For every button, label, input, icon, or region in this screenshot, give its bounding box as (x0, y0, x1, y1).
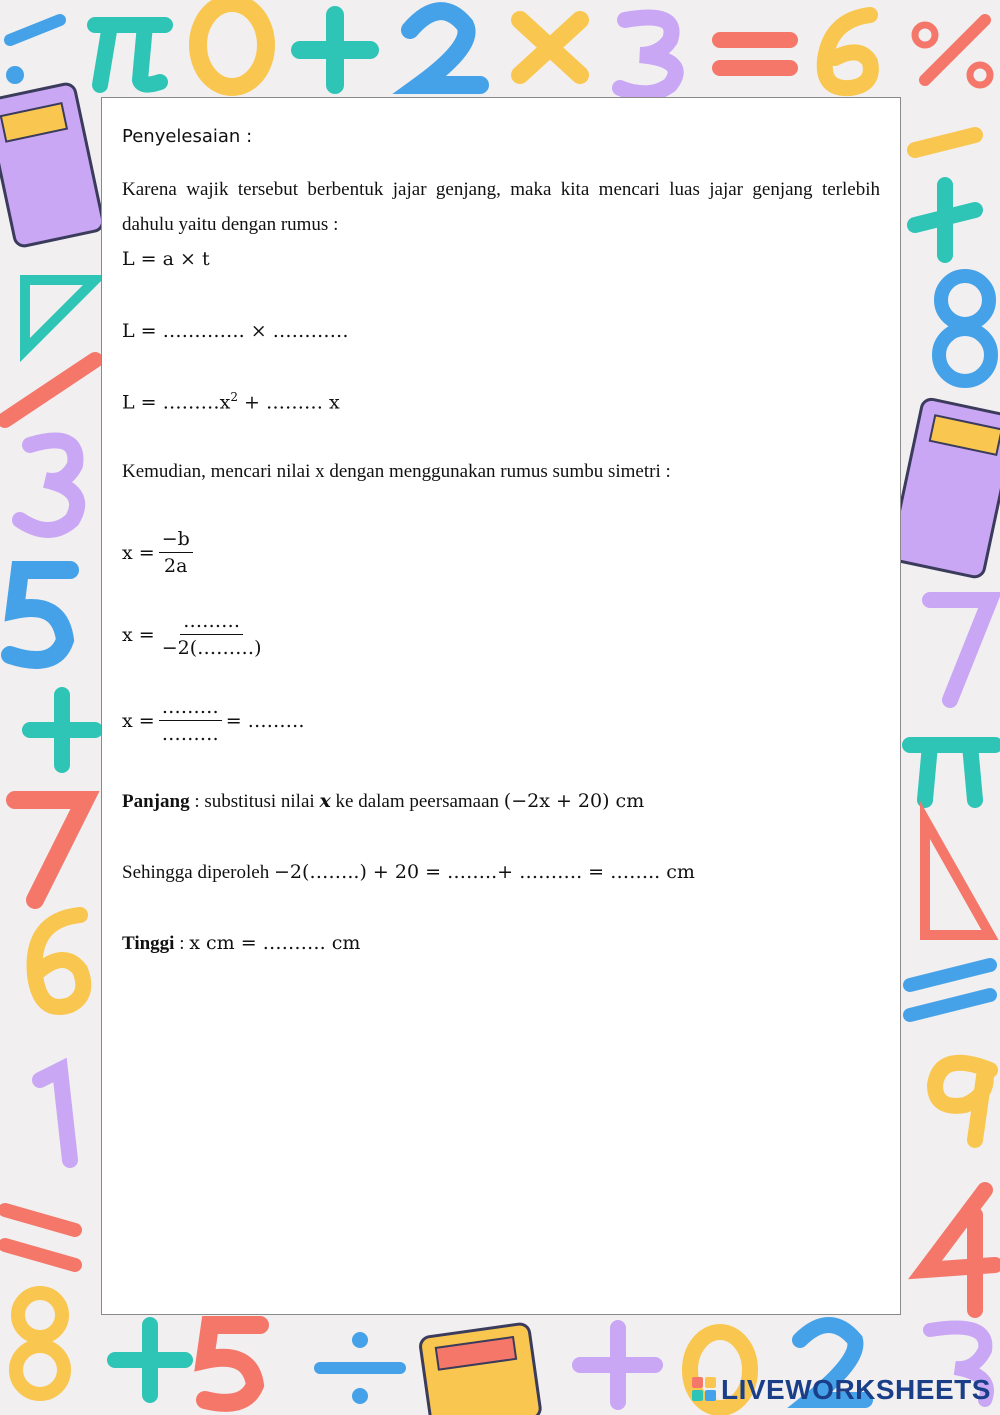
panjang-label: Panjang (122, 791, 190, 812)
panjang-variable: x (319, 790, 331, 812)
area-formula-expanded (122, 390, 340, 413)
intro-paragraph: Karena wajik tersebut berbentuk jajar genjang, maka kita mencari luas jajar genjang terlebih dahulu yaitu dengan rumus : (122, 179, 880, 235)
top-symbols-decoration (6, 3, 990, 93)
symmetry-formula-3-fraction (159, 696, 222, 745)
fraction-denominator: −2(………) (161, 637, 262, 659)
symmetry-formula-3-lhs: x = (122, 709, 155, 732)
fraction-denominator: ……… (161, 723, 219, 745)
sehingga-text: Sehingga diperoleh (122, 862, 274, 883)
area-expanded-right: + ……… x (237, 391, 340, 414)
fraction-numerator: −b (159, 528, 193, 553)
fraction-denominator: 2a (164, 555, 188, 577)
symmetry-formula-2-fraction (159, 610, 265, 659)
left-symbols-decoration (0, 82, 105, 1394)
fraction-numerator: ……… (180, 610, 243, 635)
right-symbols-decoration (889, 135, 1000, 1400)
symmetry-formula-3 (122, 696, 305, 745)
sehingga-equation: −2(……..) + 20 = ……..+ ………. = …….. cm (273, 861, 695, 883)
tinggi-label: Tinggi (122, 933, 175, 954)
symmetry-formula-1 (122, 528, 197, 577)
tinggi-line (122, 932, 360, 955)
symmetry-formula-3-rhs: = ……… (225, 709, 305, 732)
liveworksheets-wordmark: LIVEWORKSHEETS (721, 1374, 991, 1405)
panjang-text-2: ke dalam peersamaan (330, 791, 504, 812)
area-formula-fill: L = …………. × ………… (122, 320, 349, 342)
panjang-text: : substitusi nilai (189, 791, 320, 812)
fraction-numerator: ……… (159, 696, 222, 721)
symmetry-formula-2 (122, 610, 269, 659)
symmetry-intro: Kemudian, mencari nilai x dengan menggunakan rumus sumbu simetri : (122, 461, 671, 482)
worksheet-page (101, 97, 901, 1315)
panjang-equation: (−2x + 20) cm (503, 790, 645, 812)
liveworksheets-watermark (692, 1374, 991, 1406)
symmetry-formula-1-lhs: x = (122, 541, 155, 564)
panjang-line (122, 790, 644, 813)
symmetry-formula-1-fraction (159, 528, 193, 577)
area-expanded-exponent: 2 (230, 390, 238, 404)
area-formula: L = a × t (122, 248, 210, 270)
tinggi-text: : (174, 933, 190, 954)
tinggi-equation: x cm = ………. cm (189, 932, 361, 954)
page-title: Penyelesaian : (122, 126, 253, 147)
symmetry-formula-2-lhs: x = (122, 623, 155, 646)
sehingga-line (122, 861, 695, 884)
area-expanded-left: L = ………x (122, 391, 231, 414)
liveworksheets-logo-icon (692, 1377, 718, 1403)
